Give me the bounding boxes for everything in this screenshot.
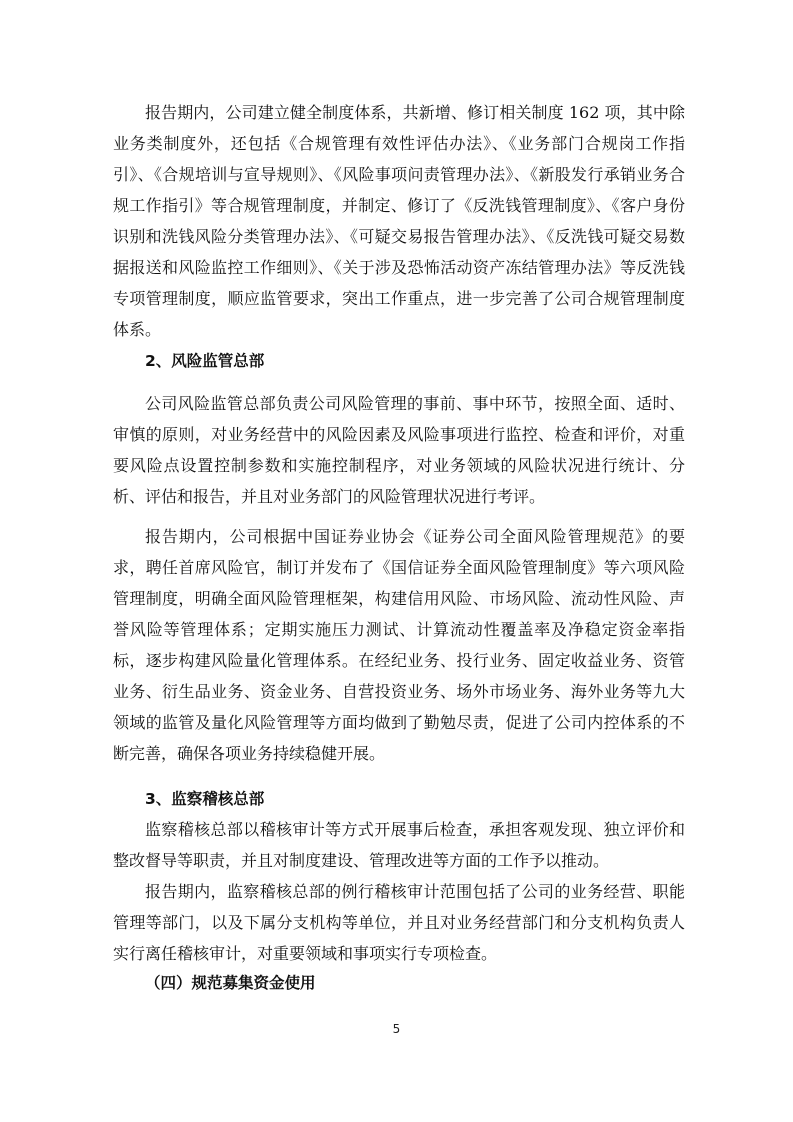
page-number: 5 [392, 1022, 401, 1036]
heading-audit-department: 3、监察稽核总部 [145, 790, 265, 808]
heading-raised-funds: （四）规范募集资金使用 [145, 974, 316, 992]
paragraph-risk-department-duties: 公司风险监管总部负责公司风险管理的事前、事中环节，按照全面、适时、审慎的原则，对业务经营中的风险因素及风险事项进行监控、检查和评价，对重要风险点设置控制参数和实施控制程序，对业务领域的风险状况进行统计、分析、评估和报告，并且对业务部门的风险管理状况进行考评。 [113, 394, 685, 506]
paragraph-audit-work: 报告期内，监察稽核总部的例行稽核审计范围包括了公司的业务经营、职能管理等部门，以及下属分支机构等单位，并且对业务经营部门和分支机构负责人实行离任稽核审计，对重要领域和事项实行专项检查。 [113, 882, 685, 963]
paragraph-audit-department-duties: 监察稽核总部以稽核审计等方式开展事后检查，承担客观发现、独立评价和整改督导等职责，并且对制度建设、管理改进等方面的工作予以推动。 [113, 820, 685, 870]
heading-risk-department: 2、风险监管总部 [145, 352, 265, 370]
paragraph-compliance-system: 报告期内，公司建立健全制度体系，共新增、修订相关制度 162 项，其中除业务类制度外，还包括《合规管理有效性评估办法》、《业务部门合规岗工作指引》、《合规培训与宣导规则》、《风险事项问责管理办法》、《新股发行承销业务合规工作指引》等合规管理制度，并制定、修订了《反洗钱管理制度》、《客户身份识别和洗钱风险分类管理办法》、《可疑交易报告管理办法》、《反洗钱可疑交易数据报送和风险监控工作细则》、《关于涉及恐怖活动资产冻结管理办法》等反洗钱专项管理制度，顺应监管要求，突出工作重点，进一步完善了公司合规管理制度体系。 [113, 103, 685, 339]
paragraph-risk-management-work: 报告期内，公司根据中国证券业协会《证券公司全面风险管理规范》的要求，聘任首席风险官，制订并发布了《国信证券全面风险管理制度》等六项风险管理制度，明确全面风险管理框架，构建信用风险、市场风险、流动性风险、声誉风险等管理体系；定期实施压力测试、计算流动性覆盖率及净稳定资金率指标，逐步构建风险量化管理体系。在经纪业务、投行业务、固定收益业务、资管业务、衍生品业务、资金业务、自营投资业务、场外市场业务、海外业务等九大领域的监管及量化风险管理等方面均做到了勤勉尽责，促进了公司内控体系的不断完善，确保各项业务持续稳健开展。 [113, 527, 685, 763]
